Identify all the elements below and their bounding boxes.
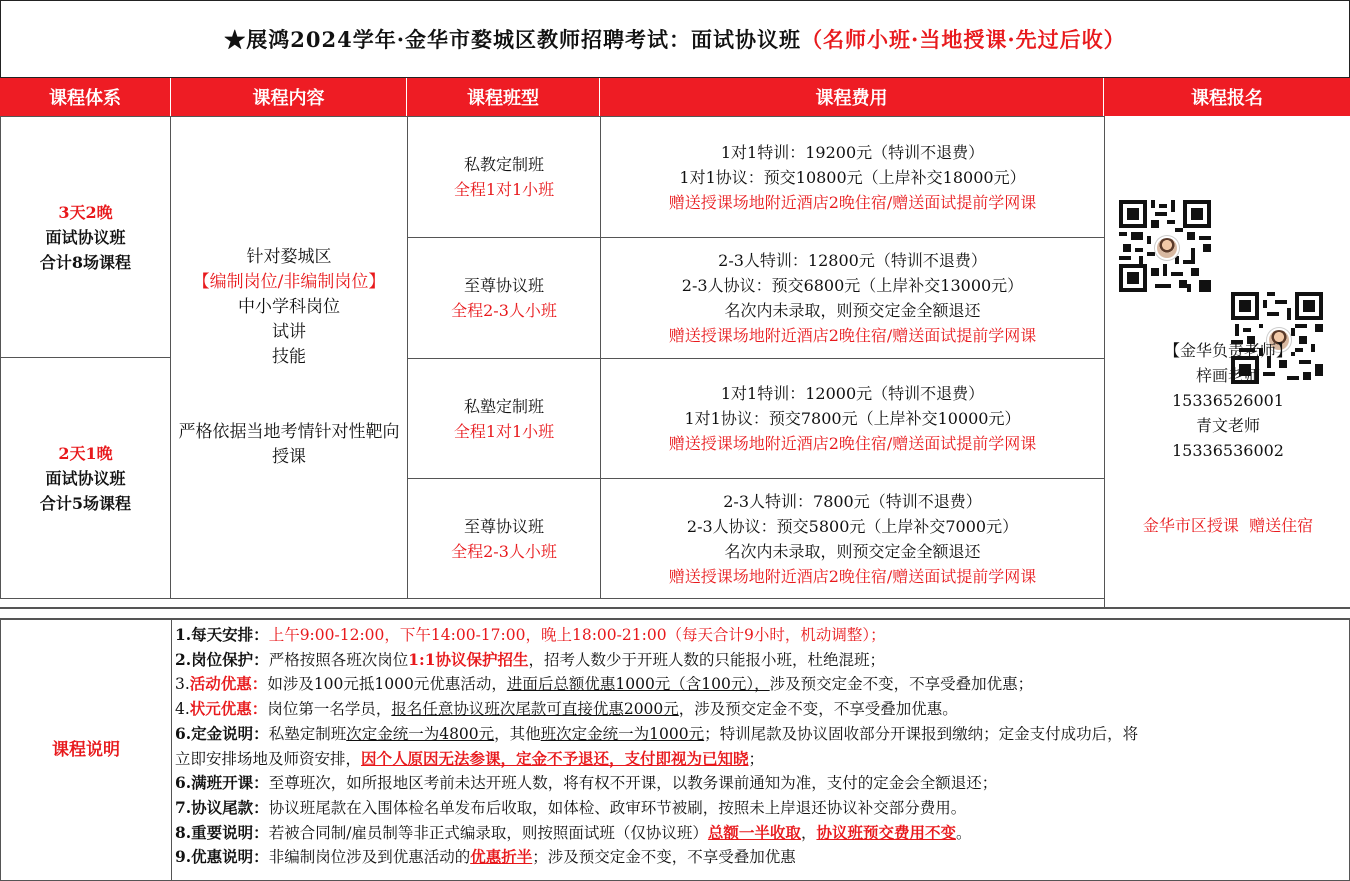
note-item: 1.每天安排：上午9:00-12:00，下午14:00-17:00，晚上18:00-21:00（每天合计9小时，机动调整）； bbox=[175, 625, 886, 644]
fee-gift: 赠送授课场地附近酒店2晚住宿/赠送面试提前学网课 bbox=[668, 434, 1037, 453]
class-cell-4 bbox=[407, 478, 601, 599]
class-name: 私教定制班 bbox=[463, 155, 544, 174]
fee-line: 1对1协议：预交10800元（上岸补交18000元） bbox=[679, 167, 1026, 187]
class-name: 至尊协议班 bbox=[463, 516, 544, 536]
system-count: 合计8场课程 bbox=[39, 252, 132, 272]
teacher-phone[interactable]: 15336536002 bbox=[1172, 441, 1284, 460]
fee-line: 名次内未录取，则预交定金全额退还 bbox=[724, 541, 981, 561]
fee-line: 1对1特训：19200元（特训不退费） bbox=[720, 142, 985, 162]
class-name: 私塾定制班 bbox=[463, 396, 544, 416]
note-item: 7.协议尾款：协议班尾款在入围体检名单发布后收取，如体检、政审环节被刷，按照未上岸退还协议补交部分费用。 bbox=[175, 797, 967, 817]
header-fee: 课程费用 bbox=[600, 78, 1104, 116]
title-prefix: ★展鸿2024学年·金华市婺城区教师招聘考试：面试协议班 bbox=[224, 27, 802, 52]
qr-code-icon[interactable] bbox=[1119, 200, 1211, 292]
system-cell-1 bbox=[0, 116, 171, 358]
row-separator bbox=[0, 599, 1104, 608]
class-cell-3 bbox=[407, 358, 601, 479]
fee-line: 2-3人协议：预交5800元（上岸补交7000元） bbox=[686, 516, 1019, 536]
note-item: 3.活动优惠：如涉及100元抵1000元优惠活动，进面后总额优惠1000元（含100元），涉及预交定金不变，不享受叠加优惠； bbox=[175, 674, 1034, 694]
note-item: 8.重要说明：若被合同制/雇员制等非正式编录取，则按照面试班（仅协议班）总额一半收取，协议班预交费用不变。 bbox=[175, 822, 972, 842]
content-line-highlight: 【编制岗位/非编制岗位】 bbox=[192, 272, 386, 292]
content-line: 中小学科岗位 bbox=[238, 297, 340, 317]
class-name: 至尊协议班 bbox=[463, 276, 544, 295]
title-highlight: （名师小班·当地授课·先过后收） bbox=[801, 27, 1126, 52]
note-item: 9.优惠说明：非编制岗位涉及到优惠活动的优惠折半；涉及预交定金不变，不享受叠加优惠 bbox=[175, 847, 796, 867]
fee-line: 2-3人特训：7800元（特训不退费） bbox=[723, 491, 982, 511]
fee-line: 1对1特训：12000元（特训不退费） bbox=[720, 384, 985, 403]
content-line: 针对婺城区 bbox=[246, 247, 332, 267]
header-content: 课程内容 bbox=[171, 78, 407, 116]
teacher-name: 梓画老师 bbox=[1195, 366, 1260, 385]
fee-line: 2-3人特训：12800元（特训不退费） bbox=[718, 251, 987, 270]
notes-label: 课程说明 bbox=[52, 739, 120, 760]
fee-cell-4 bbox=[600, 478, 1105, 599]
fee-cell-2 bbox=[600, 237, 1105, 359]
fee-gift: 赠送授课场地附近酒店2晚住宿/赠送面试提前学网课 bbox=[668, 566, 1037, 586]
class-type: 全程1对1小班 bbox=[453, 421, 555, 441]
system-cell-2 bbox=[0, 357, 171, 599]
fee-line: 名次内未录取，则预交定金全额退还 bbox=[724, 301, 981, 320]
fee-gift: 赠送授课场地附近酒店2晚住宿/赠送面试提前学网课 bbox=[668, 326, 1037, 345]
content-line: 严格依据当地考情针对性靶向授课 bbox=[178, 422, 400, 467]
system-name: 面试协议班 bbox=[45, 468, 126, 488]
class-cell-1 bbox=[407, 116, 601, 238]
system-count: 合计5场课程 bbox=[39, 493, 132, 513]
header-system: 课程体系 bbox=[0, 78, 171, 116]
header-class-type: 课程班型 bbox=[407, 78, 600, 116]
class-type: 全程1对1小班 bbox=[453, 180, 555, 199]
content-cell bbox=[170, 116, 408, 599]
fee-cell-3 bbox=[600, 358, 1105, 479]
fee-gift: 赠送授课场地附近酒店2晚住宿/赠送面试提前学网课 bbox=[668, 192, 1037, 212]
system-days: 3天2晚 bbox=[58, 202, 113, 222]
note-item: 6.满班开课：至尊班次，如所报地区考前未达开班人数，将有权不开课，以教务课前通知为准，支付的定金会全额退还； bbox=[175, 773, 998, 793]
content-line: 试讲 bbox=[272, 322, 306, 342]
notes-body bbox=[171, 619, 1350, 881]
system-name: 面试协议班 bbox=[45, 227, 126, 247]
fee-line: 1对1协议：预交7800元（上岸补交10000元） bbox=[684, 409, 1021, 428]
content-line: 技能 bbox=[272, 347, 306, 367]
note-item: 2.岗位保护：严格按照各班次岗位1:1协议保护招生，招考人数少于开班人数的只能报小班，杜绝混班； bbox=[175, 649, 886, 669]
page-title bbox=[0, 0, 1350, 78]
teacher-name: 青文老师 bbox=[1195, 416, 1260, 435]
note-item: 4.状元优惠：岗位第一名学员，报名任意协议班次尾款可直接优惠2000元，涉及预交定金不变，不享受叠加优惠。 bbox=[175, 699, 958, 719]
class-type: 全程2-3人小班 bbox=[451, 301, 557, 320]
class-type: 全程2-3人小班 bbox=[451, 541, 557, 561]
row-separator bbox=[0, 608, 1350, 619]
header-signup: 课程报名 bbox=[1104, 78, 1350, 116]
fee-line: 2-3人协议：预交6800元（上岸补交13000元） bbox=[681, 276, 1024, 295]
system-days: 2天1晚 bbox=[58, 443, 113, 463]
fee-cell-1 bbox=[600, 116, 1105, 238]
teacher-phone[interactable]: 15336526001 bbox=[1172, 391, 1284, 410]
signup-note: 金华市区授课 赠送住宿 bbox=[1142, 516, 1314, 535]
notes-label-cell bbox=[0, 619, 172, 881]
note-item: 6.定金说明：私塾定制班次定金统一为4800元，其他班次定金统一为1000元；特训尾款及协议固收部分开课报到缴纳；定金支付成功后，将 立即安排场地及师资安排，因个人原因无法参课，定金不予退还，支付即视为已知晓； bbox=[175, 723, 1139, 768]
contact-block bbox=[1105, 338, 1350, 538]
signup-cell bbox=[1104, 116, 1350, 608]
class-cell-2 bbox=[407, 237, 601, 359]
contact-title: 【金华负责老师】 bbox=[1163, 341, 1292, 360]
